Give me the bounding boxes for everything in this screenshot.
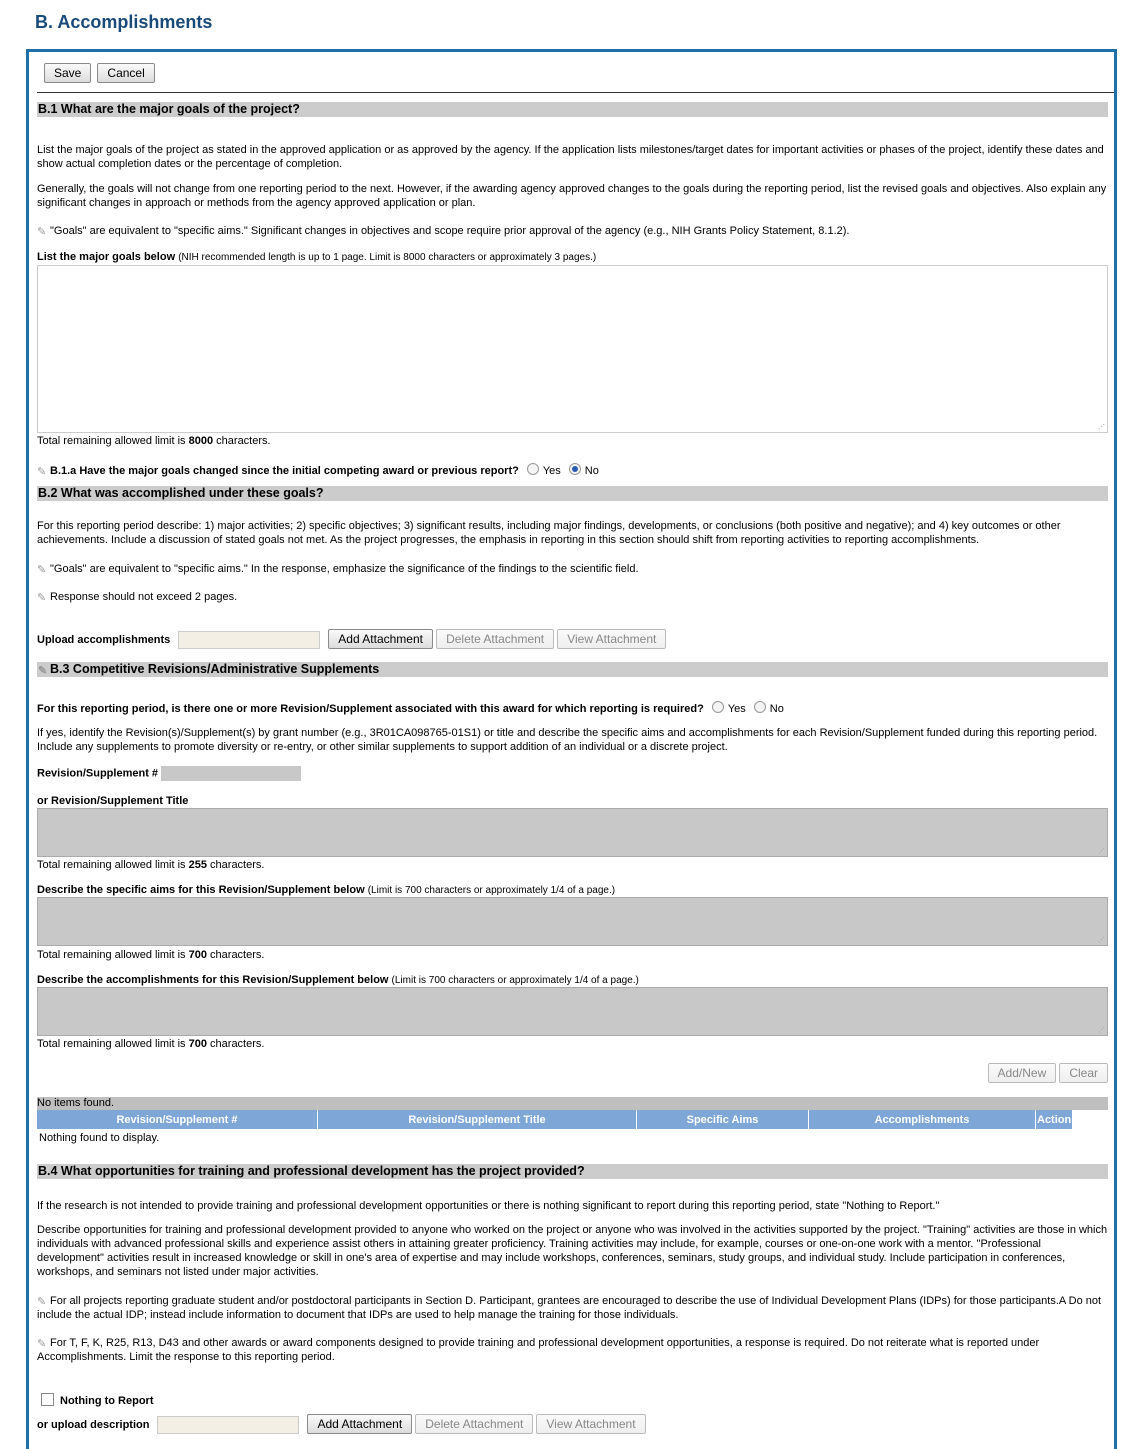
b1a-yes-radio[interactable] — [527, 463, 539, 475]
specific-aims-textarea[interactable] — [37, 897, 1108, 946]
resize-handle-icon[interactable]: ⋰ — [1098, 1027, 1105, 1034]
note-icon: ✎ — [37, 466, 47, 478]
view-attachment-button[interactable]: View Attachment — [557, 629, 666, 649]
resize-handle-icon[interactable]: ⋰ — [1098, 937, 1105, 944]
b1-instructions-1: List the major goals of the project as stated in the approved application or as approved by the agency. If the application lists milestones/target dates for important activities or phases of the project, identify these dates and show actual completion dates or the percentage of completion. — [37, 144, 1104, 170]
section-b1-header: B.1 What are the major goals of the project? — [37, 102, 1108, 117]
supplement-number-input[interactable] — [161, 766, 301, 781]
section-b3-header: ✎ B.3 Competitive Revisions/Administrative Supplements — [37, 662, 1108, 677]
supplements-table — [37, 1110, 1073, 1147]
major-goals-textarea[interactable] — [37, 265, 1108, 433]
b1-instructions-2: Generally, the goals will not change from one reporting period to the next. However, if the awarding agency approved changes to the goals during the reporting period, list the revised goals and objectives. Also explain any significant changes in approach or methods from the agency approved application or plan. — [37, 183, 1107, 209]
delete-attachment-button[interactable]: Delete Attachment — [415, 1414, 533, 1434]
goals-remaining: 8000 — [188, 435, 214, 447]
add-attachment-button[interactable]: Add Attachment — [307, 1414, 412, 1434]
goals-label: List the major goals below — [37, 251, 176, 263]
note-icon: ✎ — [37, 1296, 47, 1308]
page-title: B. Accomplishments — [35, 12, 213, 32]
accomplishments-textarea[interactable] — [37, 987, 1108, 1036]
accomplishments-label: Describe the accomplishments for this Revision/Supplement below — [37, 974, 389, 986]
note-icon: ✎ — [37, 564, 47, 576]
aims-remaining: 700 — [188, 949, 207, 961]
col-supplement-title[interactable]: Revision/Supplement Title — [318, 1110, 637, 1129]
supplement-title-label: or Revision/Supplement Title — [37, 795, 189, 807]
title-remaining: 255 — [188, 859, 207, 871]
resize-handle-icon[interactable]: ⋰ — [1098, 848, 1105, 855]
upload-description-label: or upload description — [37, 1419, 150, 1431]
description-file-input[interactable] — [157, 1416, 299, 1434]
add-new-button[interactable]: Add/New — [988, 1063, 1057, 1083]
accomplishments-file-input[interactable] — [178, 631, 320, 649]
col-action: Action — [1036, 1110, 1073, 1129]
supplement-number-label: Revision/Supplement # — [37, 767, 159, 780]
resize-handle-icon[interactable]: ⋰ — [1098, 424, 1105, 431]
b3-question: For this reporting period, is there one or more Revision/Supplement associated with this award for which reporting is required? — [37, 703, 704, 715]
add-attachment-button[interactable]: Add Attachment — [328, 629, 433, 649]
b2-instructions: For this reporting period describe: 1) major activities; 2) specific objectives; 3) significant results, including major findings, developments, or conclusions (both positive and negative); and 4) key outcomes or other achievements. Include a discussion of stated goals not met. As the project progresses, the emphasis in reporting in this section should shift from reporting activities to reporting accomplishments. — [37, 520, 1061, 546]
b3-yes-radio[interactable] — [712, 701, 724, 713]
b4-instructions-2: Describe opportunities for training and professional development provided to anyone who worked on the project or anyone who was involved in the activities supported by the project. "Training" activities are those in which individuals with advanced professional skills and experience assist others in attaining greater proficiency. Training activities may include, for example, courses or one-on-one work with a mentor. "Professional development" activities result in increased knowledge or skill in one's area of expertise and may include workshops, conferences, seminars, study groups, and individual study. Include participation in conferences, workshops, and seminars not listed under major activities. — [37, 1224, 1108, 1278]
no-items-banner: No items found. — [37, 1097, 1108, 1110]
note-icon: ✎ — [37, 592, 47, 604]
col-supplement-number[interactable]: Revision/Supplement # — [37, 1110, 318, 1129]
b1a-question: B.1.a Have the major goals changed since the initial competing award or previous report? — [50, 465, 519, 477]
section-b4-header: B.4 What opportunities for training and professional development has the project provided? — [37, 1164, 1108, 1179]
note-icon: ✎ — [37, 1338, 47, 1350]
b3-no-radio[interactable] — [754, 701, 766, 713]
b1a-no-radio[interactable] — [569, 463, 581, 475]
empty-message: Nothing found to display. — [39, 1132, 160, 1144]
col-specific-aims[interactable]: Specific Aims — [637, 1110, 809, 1129]
supplement-title-textarea[interactable] — [37, 808, 1108, 857]
upload-accomplishments-label: Upload accomplishments — [37, 634, 171, 646]
aims-label: Describe the specific aims for this Revision/Supplement below — [37, 884, 365, 896]
cancel-button[interactable]: Cancel — [97, 63, 154, 83]
col-accomplishments[interactable]: Accomplishments — [809, 1110, 1036, 1129]
form-frame: Save Cancel B.1 What are the major goals of the project? List the major goals of the project as stated in the approved application or as approved by the agency. If the application lists milestones/target dates for important activities or phases of the project, identify these dates and show actual completion dates or the percentage of completion. Generally, the goals will not change from one reporting period to the next. However, if the awarding agency approved changes to the goals during the reporting period, list the revised goals and objectives. Also explain any significant changes in approach or methods from the agency approved application or plan. ✎ "Goals" are equivalent to "specific aims." Significant changes in objectives and scope require prior approval of the agency (e.g., NIH Grants Policy Statement, 8.1.2). List the major goals below (NIH recommended length is up to 1 page. Limit is 8000 characters or approximately 3 pages.) ⋰ Total remaining allowed limit is 8000 characters. ✎ B.1.a Have the major goals changed since the initial competing award or previous report? Yes No B.2 What was accomplished under these goals? For this reporting period describe: 1) major activities; 2) specific objectives; 3) significant results, including major findings, developments, or conclusions (both positive and negative); and 4) key outcomes or other achievements. Include a discussion of stated goals not met. As the project progresses, the emphasis in reporting in this section should shift from reporting activities to reporting accomplishments. ✎ "Goals" are equivalent to "specific aims." In the response, emphasize the significance of the findings to the scientific field. ✎ Response should not exceed 2 pages. Upload accomplishments Add Attachment Delete Attachment View Attachment ✎ B.3 Competitive Revisions/Administrative Supplements For this reporting period, is there one or more Revision/Supplement associated with this award for which reporting is required? Yes No If yes, identify the Revision(s)/Supplement(s) by grant number (e.g., 3R01CA098765-01S1) or title and describe the specific aims and accomplishments for each Revision/Supplement funded during this reporting period. Include any supplements to promote diversity or re-entry, or other similar supplements to support addition of an individual or a discrete project. Revision/Supplement # or Revision/Supplement Title ⋰ Total remaining allowed limit is 255 characters. Describe the specific aims for this Revision/Supplement below (Limit is 700 characters or approximately 1/4 of a page.) ⋰ Total remaining allowed limit is 700 characters. Describe the accomplishments for this Revision/Supplement below (Limit is 700 characters or approximately 1/4 of a page.) ⋰ Total remaining allowed limit is 700 characters. Add/New Clear No items found. Revision/Supplement # Revision/Supplement Title Specific Aims Accomplishments Action Nothing found to display. B.4 What opportunities for training and professional development has the project provided? If the research is not intended to provide training and professional development opportunities or there is nothing significant to report during this reporting period, state "Nothing to Report." Describe opportunities for training and professional development provided to anyone who worked on the project or anyone who was involved in the activities supported by the project. "Training" activities are those in which individuals with advanced professional skills and experience assist others in attaining greater proficiency. Training activities may include, for example, courses or one-on-one work with a mentor. "Professional development" activities result in increased knowledge or skill in one's area of expertise and may include workshops, conferences, seminars, study groups, and individual study. Include participation in conferences, workshops, and seminars not listed under major activities. ✎ For all projects reporting graduate student and/or postdoctoral participants in Section D. Participant, grantees are encouraged to describe the use of Individual Development Plans (IDPs) for those participants.A Do not include the actual IDP; instead include information to document that IDPs are used to help manage the training for those individuals. ✎ For T, F, K, R25, R13, D43 and other awards or award components designed to provide training and professional development opportunities, a response is required. Do not reiterate what is reported under Accomplishments. Limit the response to this reporting period. Nothing to Report or upload description Add Attachment Delete Attachment View Attachment — [26, 49, 1117, 1449]
b1-note: "Goals" are equivalent to "specific aims." Significant changes in objectives and scope require prior approval of the agency (e.g., NIH Grants Policy Statement, 8.1.2). — [50, 225, 850, 237]
note-icon: ✎ — [37, 226, 47, 238]
section-b2-header: B.2 What was accomplished under these goals? — [37, 486, 1108, 501]
delete-attachment-button[interactable]: Delete Attachment — [436, 629, 554, 649]
divider — [37, 92, 1114, 93]
acc-remaining: 700 — [188, 1038, 207, 1050]
b4-instructions-1: If the research is not intended to provide training and professional development opportunities or there is nothing significant to report during this reporting period, state "Nothing to Report." — [37, 1200, 940, 1212]
goals-hint: (NIH recommended length is up to 1 page. Limit is 8000 characters or approximately 3 pages.) — [178, 252, 597, 263]
clear-button[interactable]: Clear — [1059, 1063, 1108, 1083]
save-button[interactable]: Save — [44, 63, 91, 83]
nothing-to-report-checkbox[interactable] — [41, 1393, 54, 1406]
note-icon: ✎ — [38, 665, 48, 677]
b3-instructions: If yes, identify the Revision(s)/Supplement(s) by grant number (e.g., 3R01CA098765-01S1) or title and describe the specific aims and accomplishments for each Revision/Supplement funded during this reporting period. Include any supplements to promote diversity or re-entry, or other similar supplements to support addition of an individual or a discrete project. — [37, 727, 1098, 753]
view-attachment-button[interactable]: View Attachment — [536, 1414, 645, 1434]
